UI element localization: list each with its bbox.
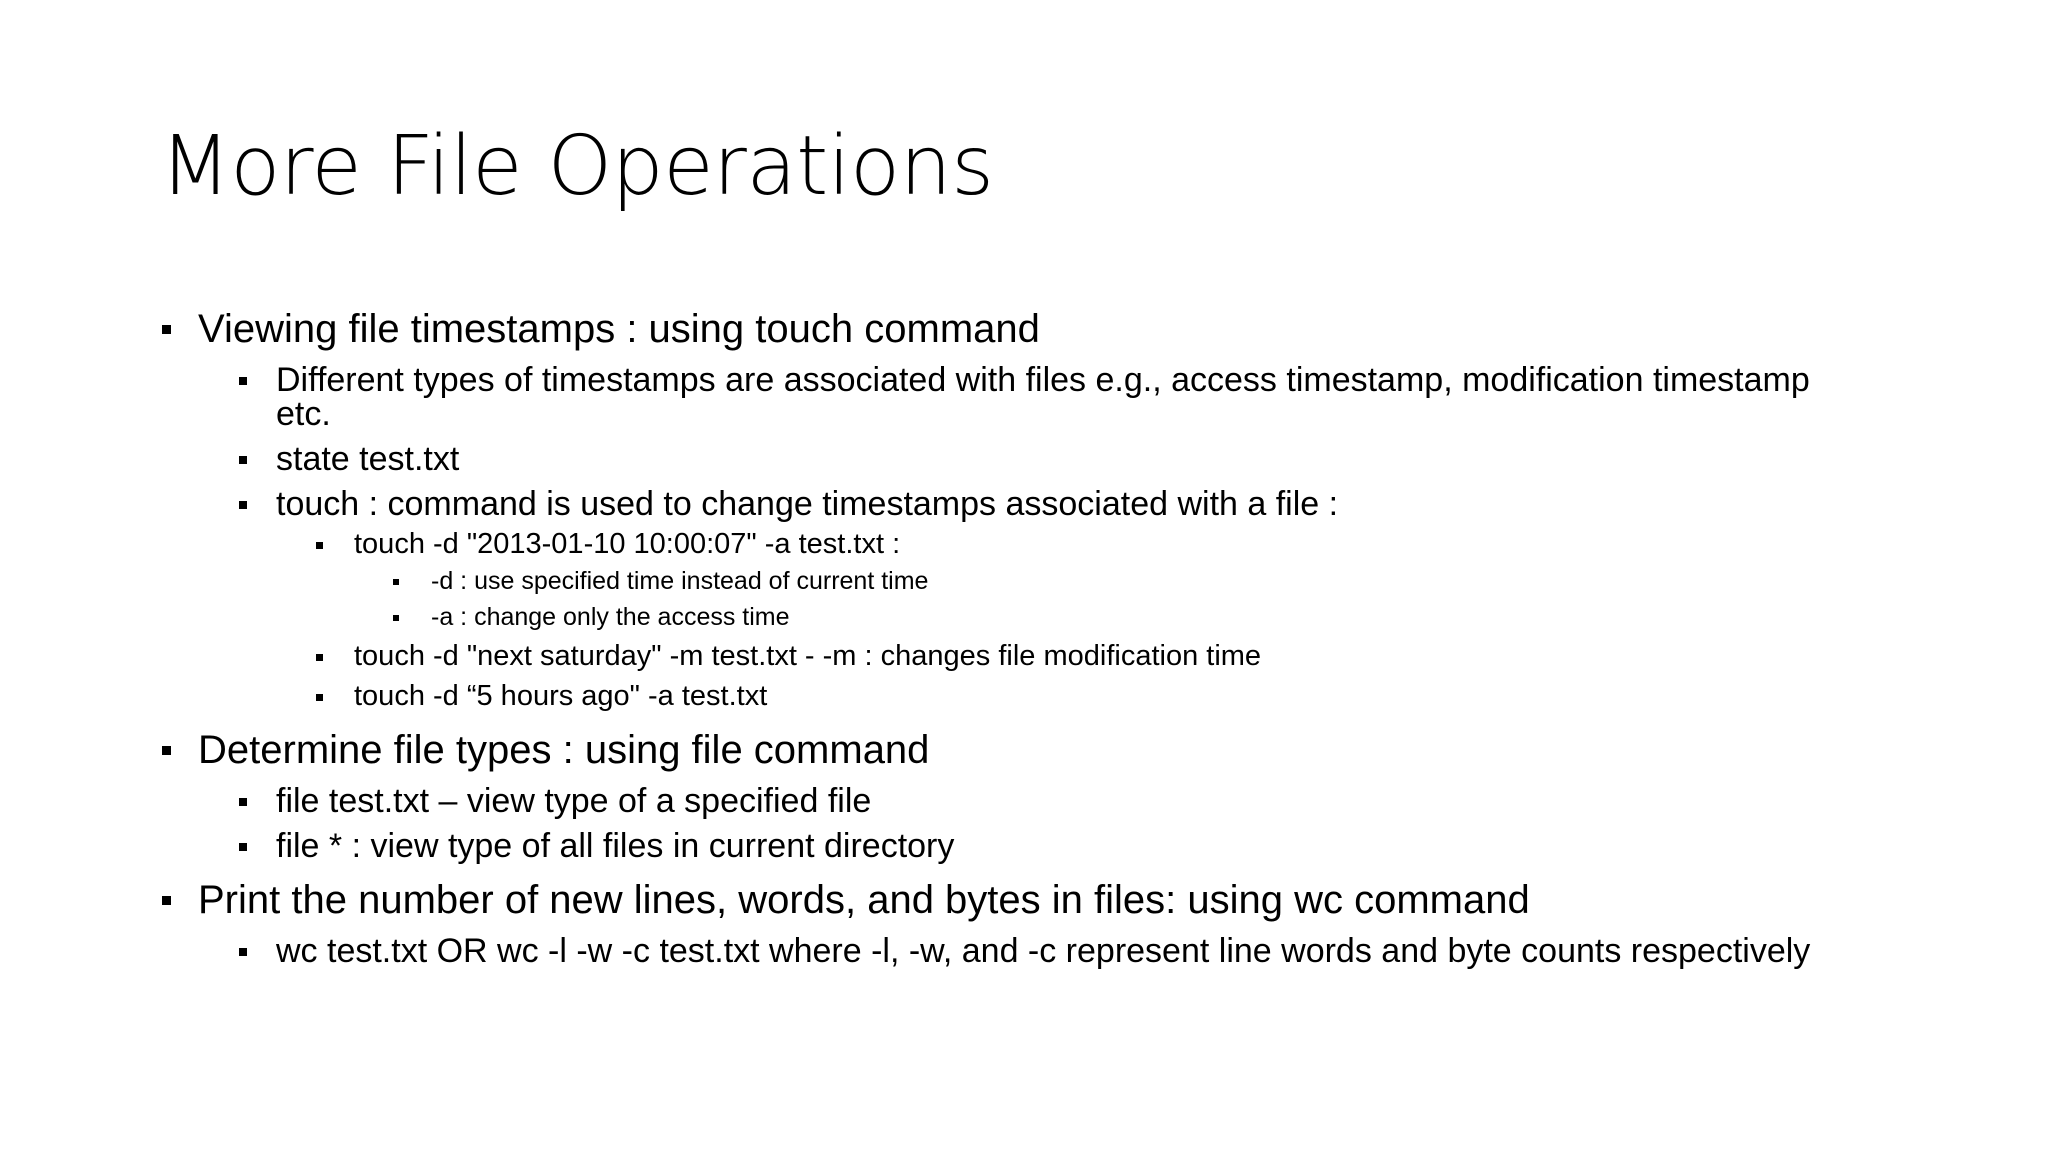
sub-bullet-text: state test.txt <box>276 440 460 478</box>
square-bullet-icon <box>239 798 247 806</box>
third-level-text: touch -d "next saturday" -m test.txt - -m : changes file modification time <box>354 640 1262 672</box>
square-bullet-icon <box>316 654 323 661</box>
bullet-item <box>160 306 1860 352</box>
square-bullet-icon <box>162 746 171 755</box>
third-level-item <box>160 639 1860 673</box>
third-level-text: touch -d “5 hours ago" -a test.txt <box>354 680 768 712</box>
sub-bullet-item <box>160 829 1860 863</box>
sub-bullet-item <box>160 934 1860 968</box>
square-bullet-icon <box>239 456 247 464</box>
sub-bullet-text: file test.txt – view type of a specified file <box>276 782 872 820</box>
sub-bullet-item <box>160 784 1860 818</box>
square-bullet-icon <box>239 377 247 385</box>
fourth-level-item <box>160 565 1860 597</box>
square-bullet-icon <box>239 501 247 509</box>
square-bullet-icon <box>162 325 171 334</box>
sub-bullet-item <box>160 363 1860 431</box>
square-bullet-icon <box>239 843 247 851</box>
sub-bullet-item <box>160 442 1860 476</box>
square-bullet-icon <box>316 694 323 701</box>
slide-title: More File Operations <box>160 119 994 214</box>
third-level-item <box>160 679 1860 713</box>
square-bullet-icon <box>162 896 171 905</box>
section-heading: Viewing file timestamps : using touch command <box>198 307 1040 351</box>
square-bullet-icon <box>393 615 399 621</box>
sub-bullet-text: Different types of timestamps are associated with files e.g., access timestamp, modification timestamp etc. <box>276 361 1810 433</box>
fourth-level-item <box>160 601 1860 633</box>
sub-bullet-item <box>160 487 1860 521</box>
slide-content <box>160 306 1860 968</box>
sub-bullet-text: wc test.txt OR wc -l -w -c test.txt where -l, -w, and -c represent line words and byte counts respectively <box>276 932 1811 970</box>
sub-bullet-text: touch : command is used to change timestamps associated with a file : <box>276 485 1339 523</box>
fourth-level-text: -d : use specified time instead of current time <box>431 567 929 595</box>
square-bullet-icon <box>239 948 247 956</box>
third-level-item <box>160 527 1860 561</box>
bullet-list <box>160 306 1860 968</box>
sub-bullet-text: file * : view type of all files in current directory <box>276 827 955 865</box>
bullet-item <box>160 877 1860 923</box>
fourth-level-text: -a : change only the access time <box>431 603 790 631</box>
third-level-text: touch -d "2013-01-10 10:00:07" -a test.txt : <box>354 528 901 560</box>
square-bullet-icon <box>316 542 323 549</box>
bullet-item <box>160 727 1860 773</box>
section-heading: Determine file types : using file command <box>198 728 930 772</box>
square-bullet-icon <box>393 579 399 585</box>
section-heading: Print the number of new lines, words, and bytes in files: using wc command <box>198 878 1530 922</box>
